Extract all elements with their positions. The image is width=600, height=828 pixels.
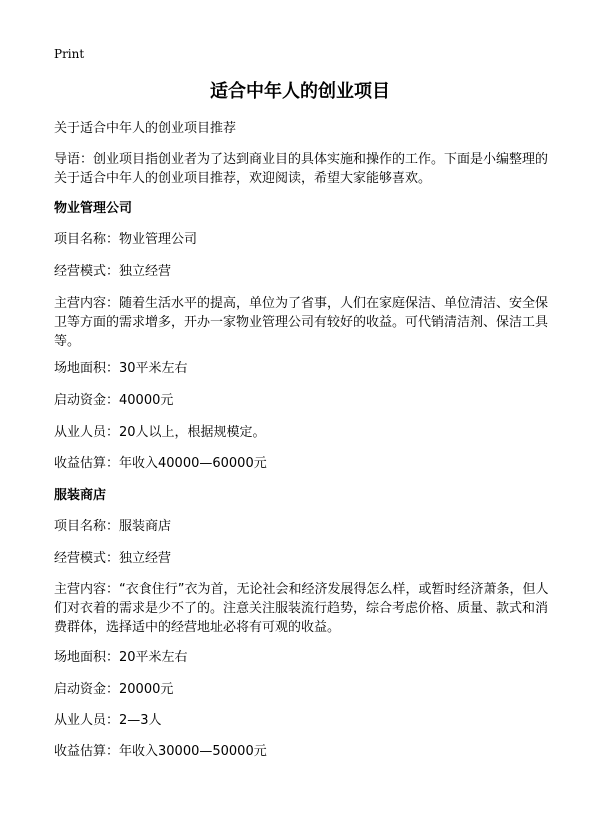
- section-heading-property: 物业管理公司: [54, 201, 133, 216]
- subtitle-text: 关于适合中年人的创业项目推荐: [54, 121, 237, 136]
- business-mode-text: 经营模式：独立经营: [54, 264, 172, 279]
- page-title: 适合中年人的创业项目: [210, 81, 390, 102]
- business-mode-text: 经营模式：独立经营: [54, 551, 172, 566]
- site-area-text: 场地面积：20平米左右: [54, 650, 188, 665]
- print-link[interactable]: Print: [54, 47, 85, 61]
- main-content-paragraph: 主营内容：“衣食住行”衣为首，无论社会和经济发展得怎么样，或暂时经济萧条，但人们对衣着的需求是少不了的。注意关注服装流行趋势，综合考虑价格、质量、款式和消费群体，选择适中的经营地址必将有可观的收益。: [54, 582, 549, 635]
- project-name-text: 项目名称：服装商店: [54, 519, 172, 534]
- revenue-estimate-text: 收益估算：年收入40000—60000元: [54, 456, 267, 471]
- lead-paragraph: 导语：创业项目指创业者为了达到商业目的具体实施和操作的工作。下面是小编整理的关于适合中年人的创业项目推荐，欢迎阅读，希望大家能够喜欢。: [54, 152, 549, 186]
- site-area-text: 场地面积：30平米左右: [54, 361, 188, 376]
- revenue-estimate-text: 收益估算：年收入30000—50000元: [54, 744, 267, 759]
- startup-capital-text: 启动资金：20000元: [54, 682, 174, 697]
- startup-capital-text: 启动资金：40000元: [54, 393, 174, 408]
- main-content-paragraph: 主营内容：随着生活水平的提高，单位为了省事，人们在家庭保洁、单位清洁、安全保卫等方面的需求增多，开办一家物业管理公司有较好的收益。可代销清洁剂、保洁工具等。: [54, 296, 549, 349]
- staff-text: 从业人员：20人以上，根据规模定。: [54, 425, 266, 440]
- staff-text: 从业人员：2—3人: [54, 713, 162, 728]
- section-heading-clothing: 服装商店: [54, 488, 107, 503]
- project-name-text: 项目名称：物业管理公司: [54, 232, 198, 247]
